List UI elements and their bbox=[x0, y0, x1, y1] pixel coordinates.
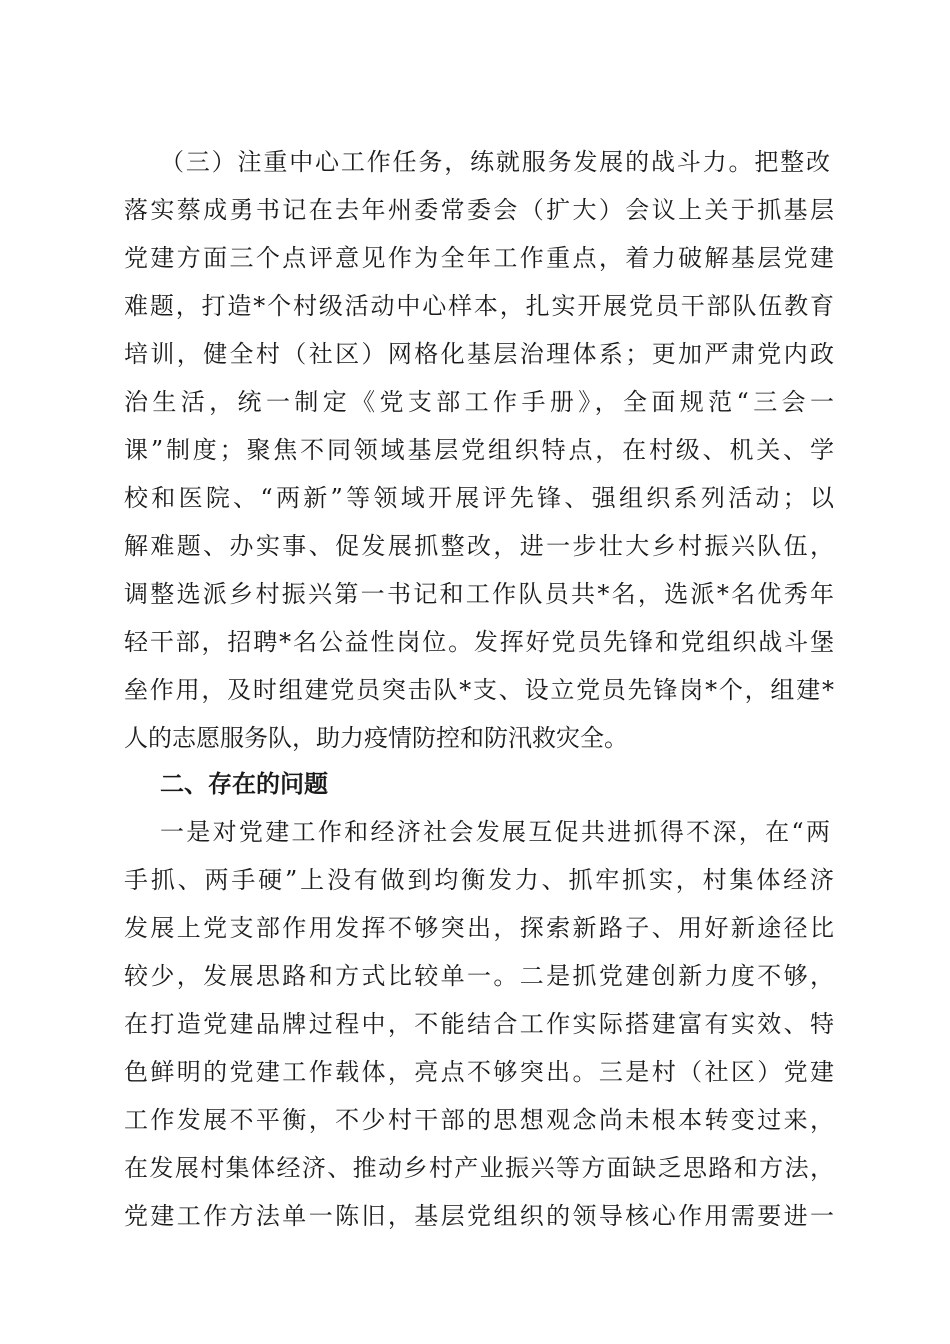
paragraph-line: 培训，健全村（社区）网格化基层治理体系；更加严肃党内政 bbox=[124, 340, 834, 368]
paragraph-line: 在打造党建品牌过程中，不能结合工作实际搭建富有实效、特 bbox=[124, 1010, 834, 1038]
paragraph-line: 调整选派乡村振兴第一书记和工作队员共*名，选派*名优秀年 bbox=[124, 580, 834, 608]
paragraph-line: （三）注重中心工作任务，练就服务发展的战斗力。把整改 bbox=[160, 148, 830, 176]
paragraph-line: 解难题、办实事、促发展抓整改，进一步壮大乡村振兴队伍， bbox=[124, 532, 834, 560]
paragraph-line: 工作发展不平衡，不少村干部的思想观念尚未根本转变过来， bbox=[124, 1106, 834, 1134]
paragraph-line: 较少，发展思路和方式比较单一。二是抓党建创新力度不够， bbox=[124, 962, 834, 990]
paragraph-line: 难题，打造*个村级活动中心样本，扎实开展党员干部队伍教育 bbox=[124, 292, 834, 320]
paragraph-line: 一是对党建工作和经济社会发展互促共进抓得不深，在“两 bbox=[160, 818, 830, 846]
paragraph-line: 发展上党支部作用发挥不够突出，探索新路子、用好新途径比 bbox=[124, 914, 834, 942]
section-heading: 二、存在的问题 bbox=[160, 770, 328, 798]
paragraph-line: 课”制度；聚焦不同领域基层党组织特点，在村级、机关、学 bbox=[124, 436, 834, 464]
paragraph-line: 轻干部，招聘*名公益性岗位。发挥好党员先锋和党组织战斗堡 bbox=[124, 628, 834, 656]
paragraph-line: 垒作用，及时组建党员突击队*支、设立党员先锋岗*个，组建* bbox=[124, 676, 834, 704]
paragraph-line: 人的志愿服务队，助力疫情防控和防汛救灾全。 bbox=[124, 724, 628, 752]
paragraph-line: 党建方面三个点评意见作为全年工作重点，着力破解基层党建 bbox=[124, 244, 834, 272]
paragraph-line: 落实蔡成勇书记在去年州委常委会（扩大）会议上关于抓基层 bbox=[124, 196, 834, 224]
paragraph-line: 手抓、两手硬”上没有做到均衡发力、抓牢抓实，村集体经济 bbox=[124, 866, 834, 894]
paragraph-line: 校和医院、“两新”等领域开展评先锋、强组织系列活动；以 bbox=[124, 484, 834, 512]
paragraph-line: 色鲜明的党建工作载体，亮点不够突出。三是村（社区）党建 bbox=[124, 1058, 834, 1086]
paragraph-line: 治生活，统一制定《党支部工作手册》，全面规范“三会一 bbox=[124, 388, 834, 416]
paragraph-line: 党建工作方法单一陈旧，基层党组织的领导核心作用需要进一 bbox=[124, 1202, 834, 1230]
paragraph-line: 在发展村集体经济、推动乡村产业振兴等方面缺乏思路和方法， bbox=[124, 1154, 834, 1182]
